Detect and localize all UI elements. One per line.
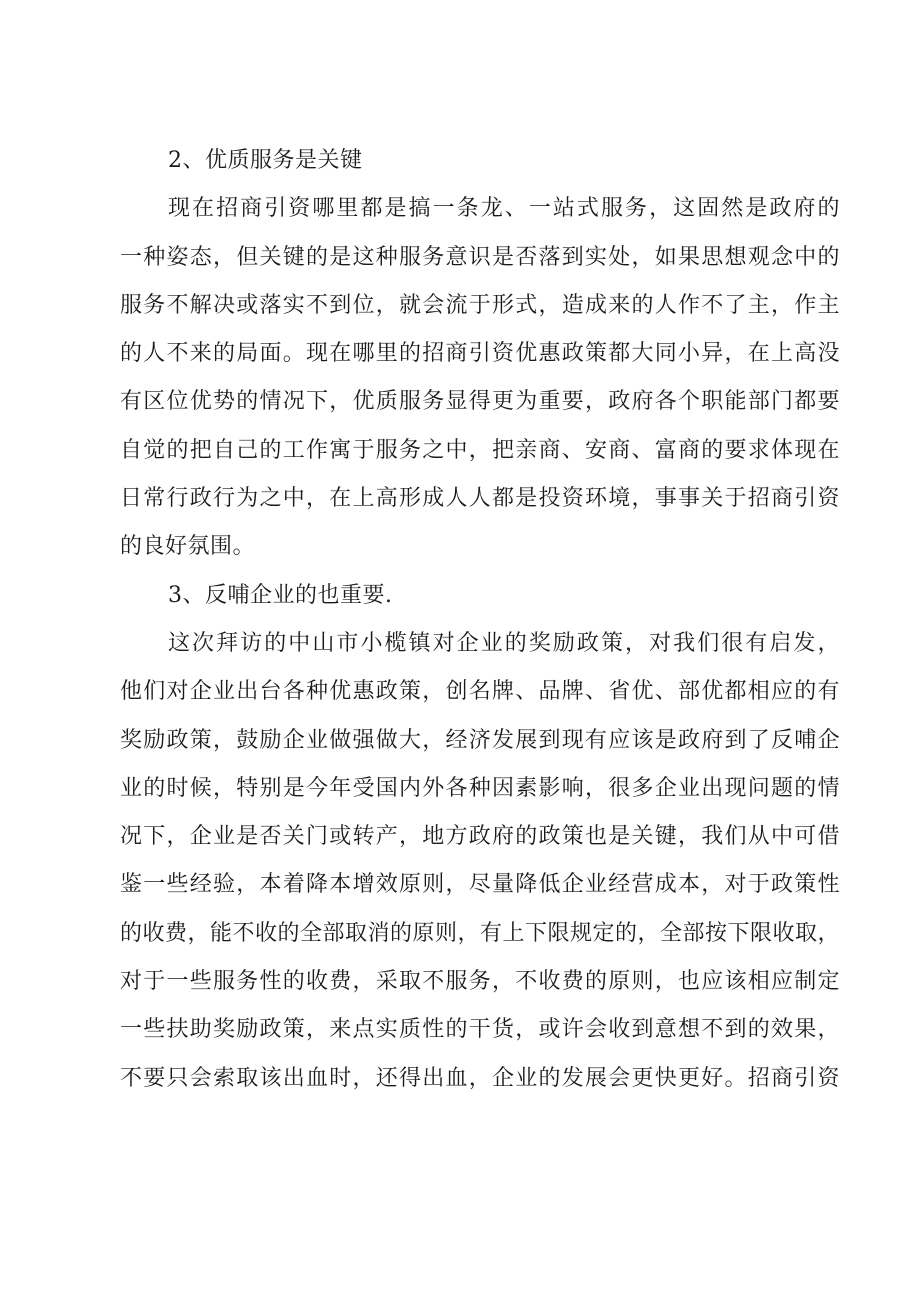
paragraph-enterprise-support bbox=[120, 628, 840, 1111]
paragraph-line: 服务不解决或落实不到位，就会流于形式，造成来的人作不了主，作主 bbox=[120, 292, 840, 318]
paragraph-quality-service bbox=[120, 193, 840, 579]
paragraph-line: 奖励政策，鼓励企业做强做大，经济发展到现有应该是政府到了反哺企 bbox=[120, 727, 840, 753]
section-heading-2: 2、优质服务是关键 bbox=[168, 148, 363, 173]
paragraph-line: 一种姿态，但关键的是这种服务意识是否落到实处，如果思想观念中的 bbox=[120, 244, 840, 270]
paragraph-line: 鉴一些经验，本着降本增效原则，尽量降低企业经营成本，对于政策性 bbox=[120, 872, 840, 898]
section-heading-3: 3、反哺企业的也重要. bbox=[168, 582, 393, 608]
paragraph-line: 日常行政行为之中，在上高形成人人都是投资环境，事事关于招商引资 bbox=[120, 486, 840, 512]
paragraph-line: 一些扶助奖励政策，来点实质性的干货，或许会收到意想不到的效果， bbox=[120, 1017, 840, 1043]
paragraph-line: 对于一些服务性的收费，采取不服务，不收费的原则，也应该相应制定 bbox=[120, 969, 840, 995]
paragraph-line: 的人不来的局面。现在哪里的招商引资优惠政策都大同小异，在上高没 bbox=[120, 341, 840, 367]
paragraph-line: 现在招商引资哪里都是搞一条龙、一站式服务，这固然是政府的 bbox=[168, 196, 840, 222]
paragraph-line: 他们对企业出台各种优惠政策，创名牌、品牌、省优、部优都相应的有 bbox=[120, 679, 840, 705]
paragraph-line: 有区位优势的情况下，优质服务显得更为重要，政府各个职能部门都要 bbox=[120, 389, 840, 415]
paragraph-line: 这次拜访的中山市小榄镇对企业的奖励政策，对我们很有启发， bbox=[168, 630, 840, 656]
paragraph-line: 况下，企业是否关门或转产，地方政府的政策也是关键，我们从中可借 bbox=[120, 824, 840, 850]
document-page bbox=[120, 145, 840, 1111]
paragraph-line: 不要只会索取该出血时，还得出血，企业的发展会更快更好。招商引资 bbox=[120, 1065, 840, 1091]
paragraph-line: 自觉的把自己的工作寓于服务之中，把亲商、安商、富商的要求体现在 bbox=[120, 437, 840, 463]
paragraph-line: 业的时候，特别是今年受国内外各种因素影响，很多企业出现问题的情 bbox=[120, 775, 840, 801]
paragraph-line: 的收费，能不收的全部取消的原则，有上下限规定的，全部按下限收取， bbox=[120, 920, 841, 946]
paragraph-line: 的良好氛围。 bbox=[120, 534, 256, 560]
